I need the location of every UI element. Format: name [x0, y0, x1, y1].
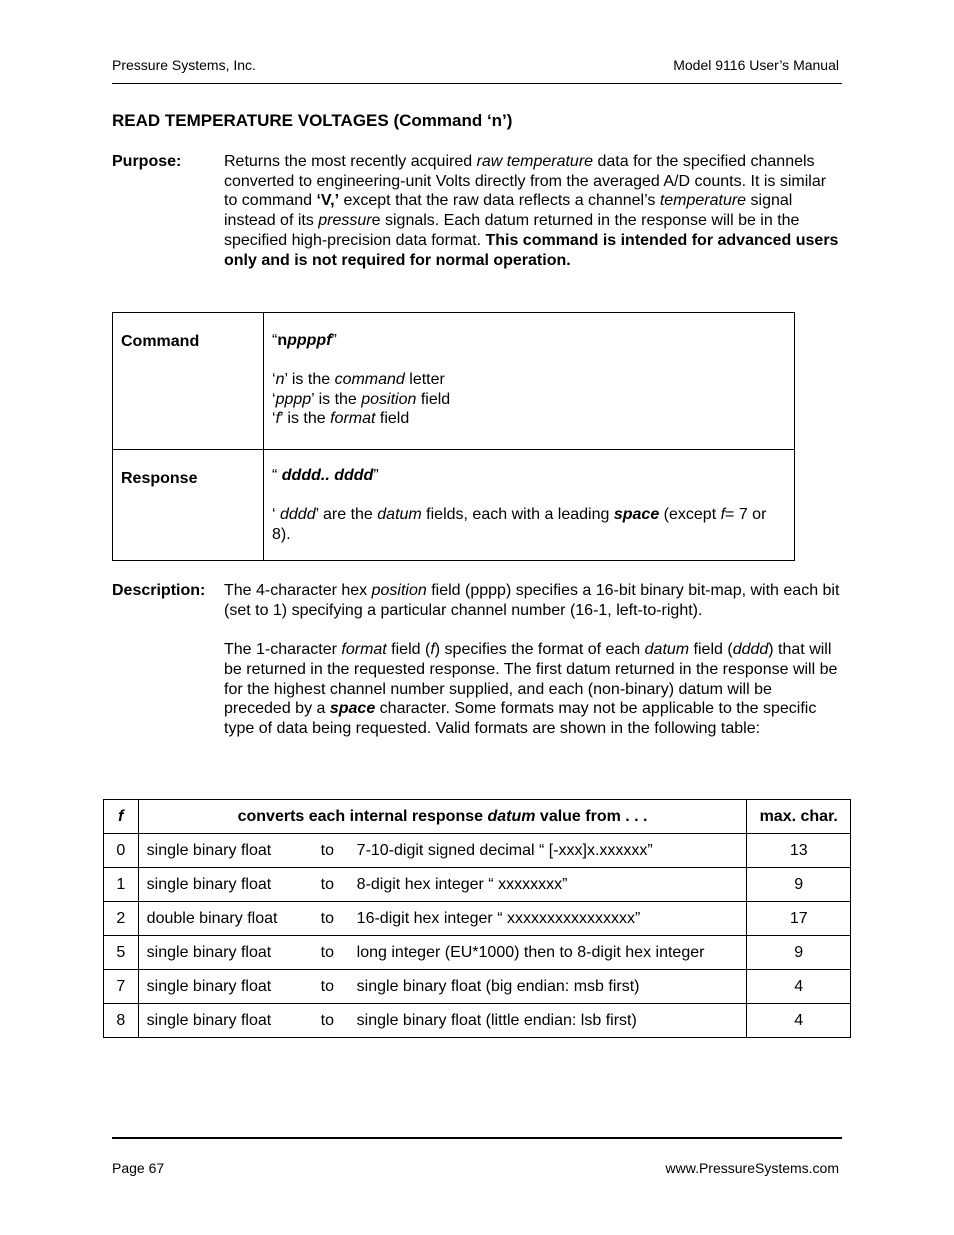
section-title: READ TEMPERATURE VOLTAGES (Command ‘n’): [112, 111, 513, 130]
command-row: [113, 313, 795, 450]
footer-rule: [112, 1137, 842, 1139]
response-value: “ dddd.. dddd” ‘ dddd’ are the datum fields, each with a leading space (except f= 7 or 8).: [264, 450, 795, 561]
header-converts: converts each internal response datum value from . . .: [138, 800, 747, 834]
table-row: 1 single binary float to 8-digit hex integer “ xxxxxxxx” 9: [104, 868, 851, 902]
header-company: Pressure Systems, Inc.: [112, 57, 256, 73]
header-f: f: [118, 807, 124, 825]
header-manual-title: Model 9116 User’s Manual: [673, 57, 839, 73]
table-row: 5 single binary float to long integer (EU*1000) then to 8-digit hex integer 9: [104, 936, 851, 970]
description-paragraph-2: The 1-character format field (f) specifies the format of each datum field (dddd) that will be returned in the requested response. The first datum returned in the response will be for the highest channel number supplied, and each (non-binary) datum will be preceded by a space character. Some formats may not be applicable to the specific type of data being requested. Valid formats are shown in the following table:: [224, 641, 838, 737]
description-label: Description:: [112, 582, 206, 599]
table-row: 2 double binary float to 16-digit hex integer “ xxxxxxxxxxxxxxxx” 17: [104, 902, 851, 936]
response-label: Response: [113, 450, 264, 561]
header-rule: [112, 83, 842, 84]
description-text: [224, 581, 842, 739]
table-row: 0 single binary float to 7-10-digit signed decimal “ [-xxx]x.xxxxxx” 13: [104, 834, 851, 868]
command-table: [112, 312, 795, 561]
command-label: Command: [113, 313, 264, 450]
format-table: [103, 799, 851, 1038]
table-row: 8 single binary float to single binary float (little endian: lsb first) 4: [104, 1004, 851, 1038]
description-paragraph-1: The 4-character hex position field (pppp) specifies a 16-bit binary bit-map, with each bit (set to 1) specifying a particular channel number (16-1, left-to-right).: [224, 582, 840, 619]
table-row: 7 single binary float to single binary float (big endian: msb first) 4: [104, 970, 851, 1004]
response-row: [113, 450, 795, 561]
header-max-char: max. char.: [747, 800, 851, 834]
purpose-text: Returns the most recently acquired raw temperature data for the specified channels converted to engineering-unit Volts directly from the averaged A/D counts. It is similar to command ‘V,’ except that the raw data reflects a channel’s temperature signal instead of its pressure signals. Each datum returned in the response will be in the specified high-precision data format. This command is intended for advanced users only and is not required for normal operation.: [224, 153, 839, 269]
footer-page-number: Page 67: [112, 1160, 165, 1176]
command-value: “nppppf” ‘n’ is the command letter ‘pppp’ is the position field ‘f’ is the format field: [264, 313, 795, 450]
format-table-header: [104, 800, 851, 834]
footer-website: www.PressureSystems.com: [665, 1160, 839, 1176]
purpose-label: Purpose:: [112, 153, 182, 170]
